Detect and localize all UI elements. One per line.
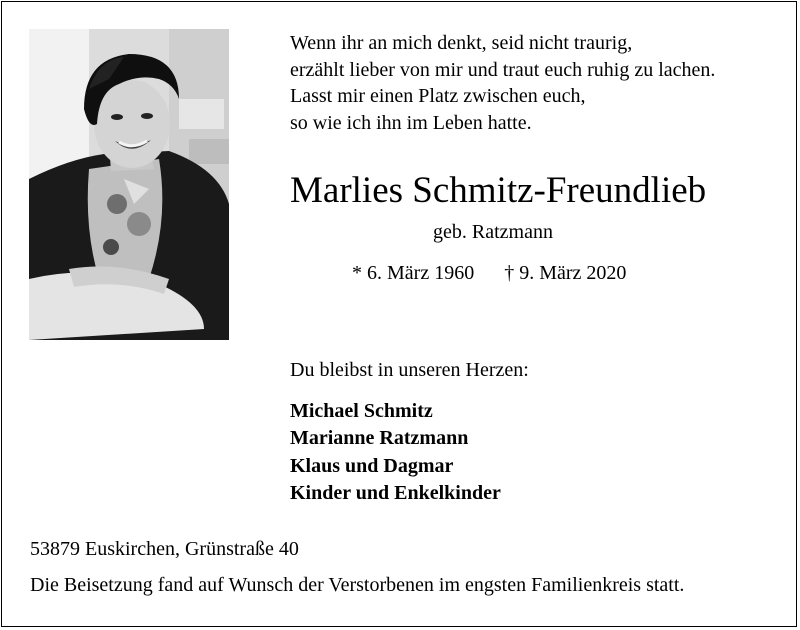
birth-date: * 6. März 1960 <box>352 262 475 284</box>
address: 53879 Euskirchen, Grünstraße 40 <box>30 538 299 560</box>
poem-line: Wenn ihr an mich denkt, seid nicht traurig, <box>290 32 633 54</box>
life-dates <box>352 260 626 286</box>
mourner-name: Michael Schmitz <box>290 400 433 422</box>
death-date: † 9. März 2020 <box>504 262 627 284</box>
portrait-photo <box>29 29 229 340</box>
mourner-name: Kinder und Enkelkinder <box>290 481 501 504</box>
mourner-name: Klaus und Dagmar <box>290 454 454 477</box>
mourners-intro: Du bleibst in unseren Herzen: <box>290 359 529 381</box>
poem-line: erzählt lieber von mir und traut euch ruhig zu lachen. <box>290 58 716 81</box>
poem-line: so wie ich ihn im Leben hatte. <box>290 111 532 134</box>
born-name: geb. Ratzmann <box>433 221 553 243</box>
funeral-note: Die Beisetzung fand auf Wunsch der Verstorbenen im engsten Familienkreis statt. <box>30 574 685 596</box>
mourner-name: Marianne Ratzmann <box>290 427 469 450</box>
deceased-name: Marlies Schmitz-Freundlieb <box>290 170 707 211</box>
mourners-list <box>290 398 501 507</box>
poem <box>290 30 715 136</box>
poem-line: Lasst mir einen Platz zwischen euch, <box>290 85 586 107</box>
